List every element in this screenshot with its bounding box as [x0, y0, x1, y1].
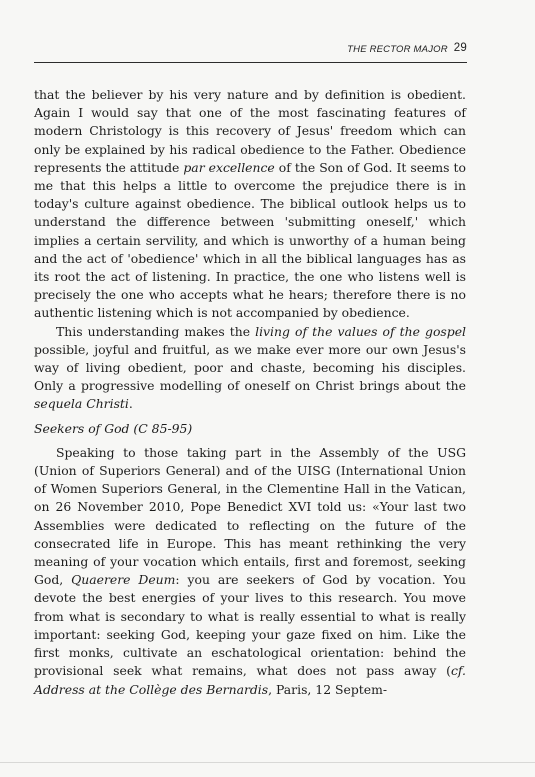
page-bottom-edge — [0, 762, 535, 763]
paragraph-gospel-values — [34, 323, 466, 414]
text-run: , Paris, 12 Septem- — [268, 681, 388, 697]
italic-run: sequela Christi — [34, 396, 129, 412]
text-run: possible, joyful and fruitful, as we make ever more our own Jesus's way of living obedient, poor and chaste, becoming his disciples. Only a progressive modelling of oneself on Christ brings about the — [34, 341, 466, 394]
italic-run: cf. Address at the Collège des Bernardis — [34, 663, 466, 697]
body-text — [34, 86, 466, 699]
italic-run: Quaerere Deum — [71, 572, 176, 588]
paragraph-obedience — [34, 86, 466, 323]
text-run: : you are seekers of God by vocation. You devote the best energies of your lives to this research. You move from what is secondary to what is really essential to what is really important: seeking God, keeping your gaze fixed on him. Like the first monks, cultivate an eschatological orientation: behind the provisional seek what remains, what does not pass away ( — [34, 572, 466, 679]
paragraph-seekers-of-god — [34, 444, 466, 699]
text-run: This understanding makes the — [56, 323, 256, 339]
section-heading: Seekers of God (C 85-95) — [34, 420, 193, 436]
text-run: of the Son of God. It seems to me that this helps a little to overcome the prejudice there is in today's culture against obedience. The biblical outlook helps us to understand the difference between 'submitting oneself,' which implies a certain servility, and which is unworthy of a human being and the act of 'obedience' which in all the biblical languages has as its root the act of listening. In practice, the one who listens well is precisely the one who accepts what he hears; therefore there is no authentic listening which is not accompanied by obedience. — [34, 159, 466, 321]
page-number: 29 — [453, 42, 467, 54]
text-run: . — [128, 396, 133, 412]
running-header — [34, 44, 467, 63]
running-title: THE RECTOR MAJOR — [347, 44, 448, 55]
italic-run: par excellence — [183, 159, 275, 175]
italic-run: living of the values of the gospel — [255, 323, 467, 339]
text-run: that the believer by his very nature and by definition is obedient. Again I would say that one of the most fascinating features of modern Christology is this recovery of Jesus' freedom which can only be explained by his radical obedience to the Father. Obedience represents the attitude — [34, 87, 466, 175]
text-run: Speaking to those taking part in the Assembly of the USG (Union of Superiors General) and of the UISG (International Union of Women Superiors General, in the Clementine Hall in the Vatican, on 26 November 2010, Pope Benedict XVI told us: «Your last two Assemblies were dedicated to reflecting on the future of the consecrated life in Europe. This has meant rethinking the very meaning of your vocation which entails, first and foremost, seeking God, — [34, 444, 466, 588]
